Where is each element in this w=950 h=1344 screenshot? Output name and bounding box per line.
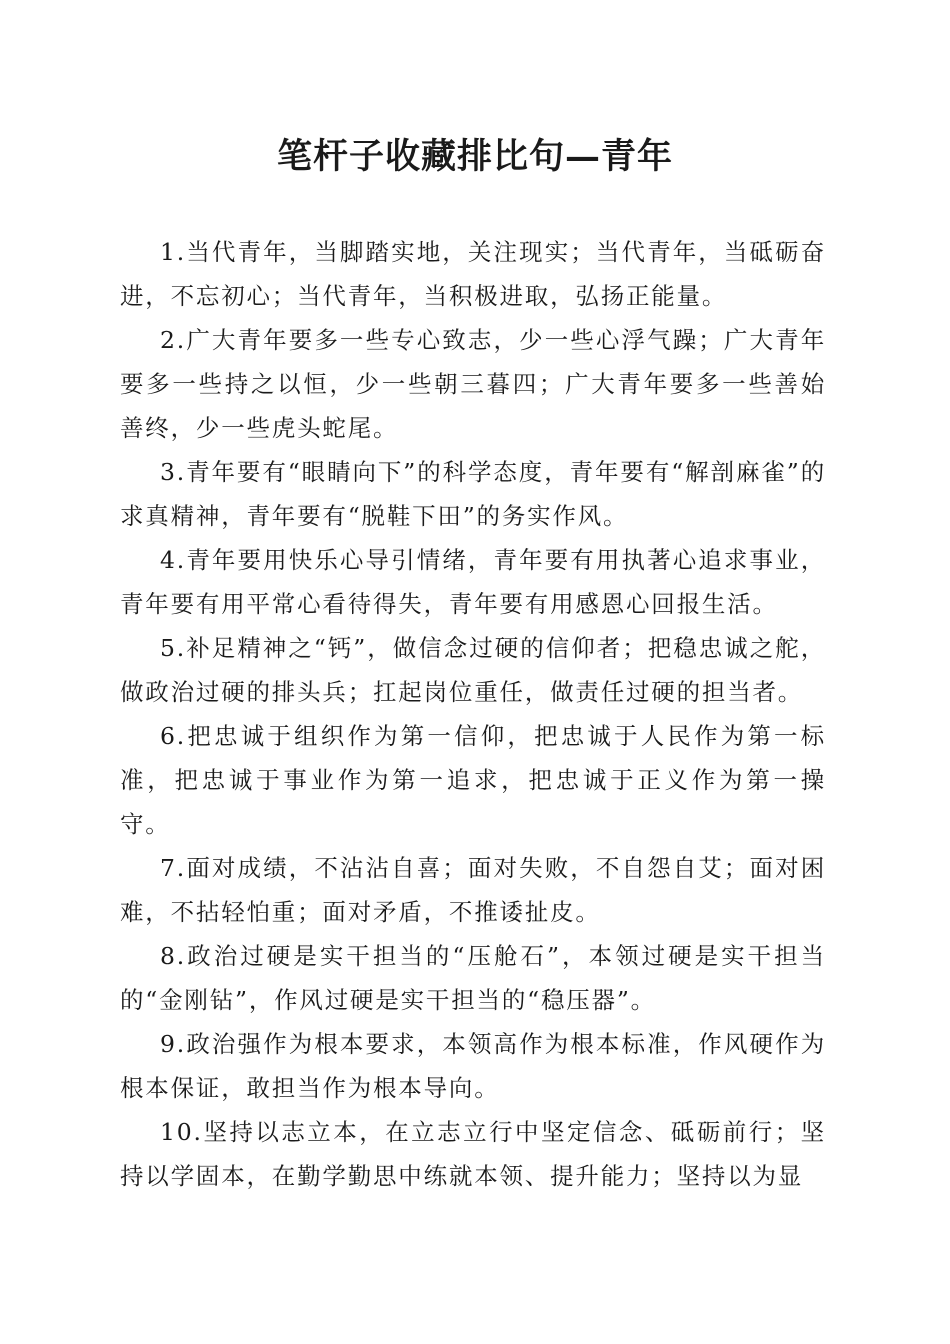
paragraph-3: 3.青年要有“眼睛向下”的科学态度，青年要有“解剖麻雀”的求真精神，青年要有“脱鞋下田”的务实作风。 — [120, 458, 826, 530]
paragraph-2: 2.广大青年要多一些专心致志，少一些心浮气躁；广大青年要多一些持之以恒，少一些朝三暮四；广大青年要多一些善始善终，少一些虎头蛇尾。 — [120, 326, 826, 442]
paragraph-7: 7.面对成绩，不沾沾自喜；面对失败，不自怨自艾；面对困难，不拈轻怕重；面对矛盾，不推诿扯皮。 — [120, 854, 826, 926]
page-title: 笔杆子收藏排比句—青年 — [276, 136, 673, 177]
paragraph-9: 9.政治强作为根本要求，本领高作为根本标准，作风硬作为根本保证，敢担当作为根本导向。 — [120, 1030, 826, 1102]
paragraph-10: 10.坚持以志立本，在立志立行中坚定信念、砥砺前行；坚持以学固本，在勤学勤思中练就本领、提升能力；坚持以为显 — [120, 1118, 826, 1190]
document-body — [120, 230, 826, 1198]
paragraph-5: 5.补足精神之“钙”，做信念过硬的信仰者；把稳忠诚之舵，做政治过硬的排头兵；扛起岗位重任，做责任过硬的担当者。 — [120, 634, 826, 706]
paragraph-8: 8.政治过硬是实干担当的“压舱石”，本领过硬是实干担当的“金刚钻”，作风过硬是实干担当的“稳压器”。 — [120, 942, 826, 1014]
paragraph-4: 4.青年要用快乐心导引情绪，青年要有用执著心追求事业，青年要有用平常心看待得失，青年要有用感恩心回报生活。 — [120, 546, 826, 618]
paragraph-6: 6.把忠诚于组织作为第一信仰，把忠诚于人民作为第一标准，把忠诚于事业作为第一追求，把忠诚于正义作为第一操守。 — [120, 722, 826, 838]
paragraph-1: 1.当代青年，当脚踏实地，关注现实；当代青年，当砥砺奋进，不忘初心；当代青年，当积极进取，弘扬正能量。 — [120, 238, 826, 310]
